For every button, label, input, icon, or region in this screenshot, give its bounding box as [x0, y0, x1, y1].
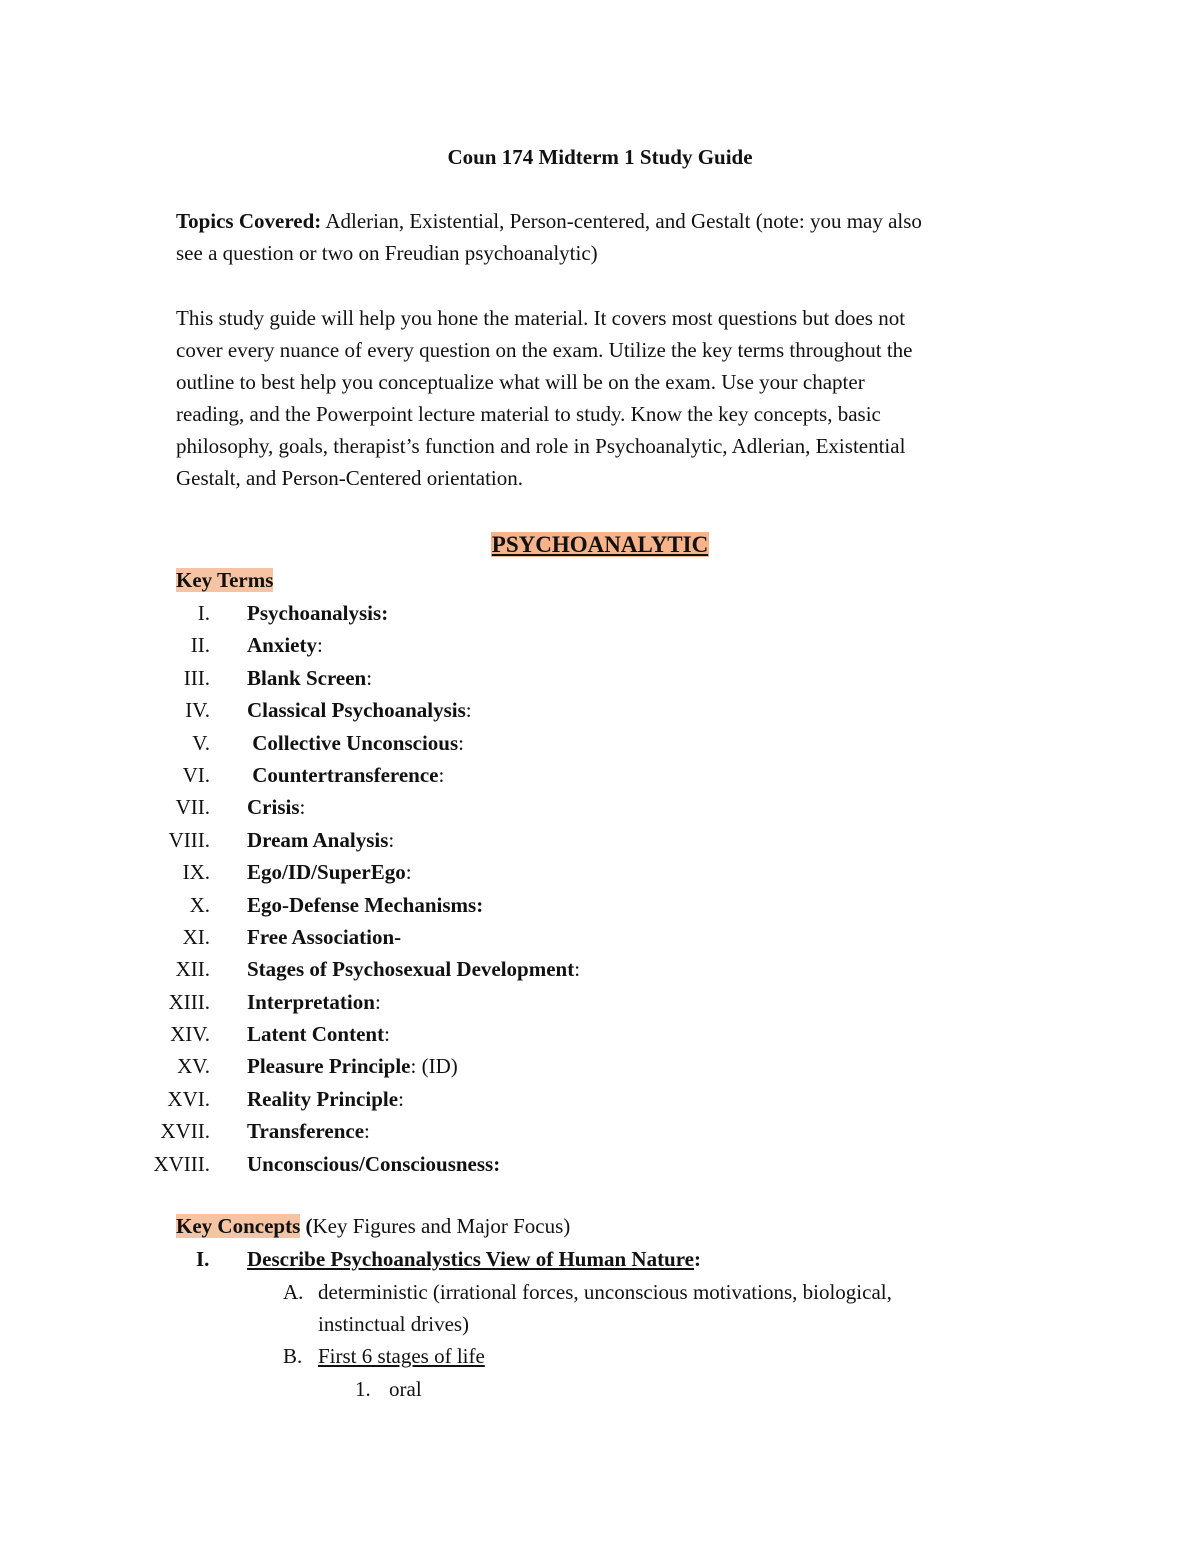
page-title: Coun 174 Midterm 1 Study Guide [447, 145, 753, 169]
key-term-text [247, 694, 472, 726]
key-term-suffix: : [299, 795, 306, 820]
key-term-suffix: : [364, 1119, 370, 1144]
key-term-numeral: XI. [182, 924, 210, 949]
key-term-item [0, 727, 1200, 759]
key-concepts-suffix: Key Figures and Major Focus) [312, 1214, 571, 1238]
key-term-suffix: : [398, 1086, 404, 1111]
key-term-name: Free Association- [247, 924, 402, 949]
topics-line-2: see a question or two on Freudian psychoanalytic) [176, 241, 598, 265]
key-term-numeral: V. [192, 730, 210, 755]
item-A-line-2: instinctual drives) [318, 1312, 470, 1336]
item-1-number: 1. [355, 1377, 371, 1401]
topics-line-1 [176, 205, 1026, 237]
key-term-name: Collective Unconscious [247, 730, 459, 755]
item-A-letter: A. [283, 1280, 304, 1304]
key-term-suffix: : [388, 827, 395, 852]
key-term-name: Unconscious/Consciousness: [247, 1151, 501, 1176]
item-B-letter: B. [283, 1344, 303, 1368]
key-term-suffix: : [374, 989, 381, 1014]
key-term-numeral: XIII. [168, 989, 210, 1014]
key-term-suffix: : [438, 762, 445, 787]
key-term-name: Pleasure Principle [247, 1054, 411, 1079]
key-term-text [247, 597, 388, 629]
key-term-suffix: : [405, 860, 412, 885]
key-terms-label: Key Terms [176, 568, 274, 592]
key-concepts-label: Key Concepts [176, 1214, 301, 1238]
key-term-text [247, 1018, 390, 1050]
item-1-text: oral [389, 1377, 422, 1401]
key-term-text [247, 1115, 370, 1147]
key-term-name: Crisis [247, 795, 300, 820]
intro-line: Gestalt, and Person-Centered orientation. [176, 466, 523, 490]
key-term-suffix: : [465, 698, 472, 723]
key-concepts-paren: ( [300, 1214, 313, 1238]
key-term-name: Dream Analysis [247, 827, 389, 852]
key-term-text [247, 856, 412, 888]
key-term-item [0, 694, 1200, 726]
key-term-text [247, 986, 381, 1018]
key-term-item [0, 1148, 1200, 1180]
key-term-name: Anxiety [247, 633, 317, 658]
key-term-numeral: IV. [185, 698, 210, 723]
topics-covered-paragraph [176, 205, 1026, 269]
intro-line: cover every nuance of every question on the exam. Utilize the key terms throughout the [176, 338, 913, 362]
key-term-numeral: I. [197, 601, 210, 625]
key-term-name: Transference [247, 1119, 365, 1144]
key-term-suffix: : [384, 1022, 390, 1047]
key-term-item [0, 1083, 1200, 1115]
key-term-numeral: XVIII. [153, 1151, 210, 1176]
key-term-name: Latent Content [247, 1022, 385, 1047]
key-term-suffix: : [366, 665, 373, 690]
key-term-suffix: : (ID) [410, 1054, 458, 1079]
key-terms-heading [176, 564, 273, 596]
key-terms-list [0, 597, 1200, 1180]
key-term-item [0, 889, 1200, 921]
key-term-text [247, 1083, 404, 1115]
concept-I-text: Describe Psychoanalystics View of Human Nature [247, 1247, 694, 1271]
key-term-numeral: III. [183, 665, 210, 690]
key-term-item [0, 759, 1200, 791]
key-term-name: Ego/ID/SuperEgo [247, 860, 406, 885]
item-B-text: First 6 stages of life [318, 1344, 485, 1368]
concept-I-numeral: I. [196, 1247, 210, 1271]
key-term-numeral: II. [190, 633, 210, 658]
key-term-item [0, 921, 1200, 953]
key-term-text [247, 824, 394, 856]
key-term-name: Classical Psychoanalysis [247, 698, 466, 723]
key-term-suffix: : [317, 633, 323, 658]
key-term-text [247, 953, 580, 985]
key-term-item [0, 1115, 1200, 1147]
key-term-item [0, 629, 1200, 661]
key-term-item [0, 1050, 1200, 1082]
key-term-item [0, 791, 1200, 823]
intro-line: outline to best help you conceptualize what will be on the exam. Use your chapter [176, 370, 865, 394]
key-term-numeral: XVI. [167, 1086, 210, 1111]
key-term-numeral: X. [189, 892, 210, 917]
key-term-text [247, 759, 444, 791]
concept-I-heading [247, 1243, 701, 1275]
key-term-numeral: XIV. [170, 1022, 210, 1047]
key-term-numeral: VIII. [168, 827, 210, 852]
key-term-numeral: VI. [182, 762, 210, 787]
key-term-suffix: : [574, 957, 581, 982]
section-heading [0, 529, 1200, 561]
concept-I-colon: : [694, 1247, 701, 1271]
key-term-name: Blank Screen [247, 665, 367, 690]
key-term-numeral: XII. [175, 957, 210, 982]
key-term-text [247, 921, 401, 953]
key-term-numeral: XV. [177, 1054, 210, 1079]
key-term-text [247, 1050, 458, 1082]
item-A-line-1: deterministic (irrational forces, unconscious motivations, biological, [318, 1280, 892, 1304]
key-concepts-heading [176, 1210, 570, 1242]
key-term-item [0, 1018, 1200, 1050]
section-heading-text: PSYCHOANALYTIC [491, 532, 709, 557]
key-term-text [247, 662, 372, 694]
key-term-name: Reality Principle [247, 1086, 399, 1111]
key-term-name: Interpretation [247, 989, 375, 1014]
intro-line: reading, and the Powerpoint lecture material to study. Know the key concepts, basic [176, 402, 881, 426]
key-term-text [247, 629, 323, 661]
key-term-item [0, 597, 1200, 629]
key-term-item [0, 824, 1200, 856]
key-term-numeral: VII. [175, 795, 210, 820]
key-term-suffix: : [458, 730, 464, 755]
key-term-item [0, 953, 1200, 985]
intro-line: philosophy, goals, therapist’s function and role in Psychoanalytic, Adlerian, Existential [176, 434, 906, 458]
key-term-item [0, 986, 1200, 1018]
key-term-name: Countertransference [247, 762, 439, 787]
key-term-numeral: IX. [182, 860, 210, 885]
key-term-name: Ego-Defense Mechanisms: [247, 892, 484, 917]
topics-text-1: Adlerian, Existential, Person-centered, and Gestalt (note: you may also [321, 209, 922, 233]
key-term-name: Stages of Psychosexual Development [247, 957, 575, 982]
key-term-numeral: XVII. [160, 1119, 210, 1144]
key-term-text [247, 1148, 500, 1180]
key-term-text [247, 791, 305, 823]
key-term-name: Psychoanalysis: [247, 601, 389, 625]
key-term-text [247, 889, 483, 921]
key-term-item [0, 662, 1200, 694]
key-term-text [247, 727, 464, 759]
intro-paragraph [176, 302, 1026, 494]
key-term-item [0, 856, 1200, 888]
topics-label: Topics Covered: [176, 209, 322, 233]
intro-line: This study guide will help you hone the material. It covers most questions but does not [176, 306, 906, 330]
